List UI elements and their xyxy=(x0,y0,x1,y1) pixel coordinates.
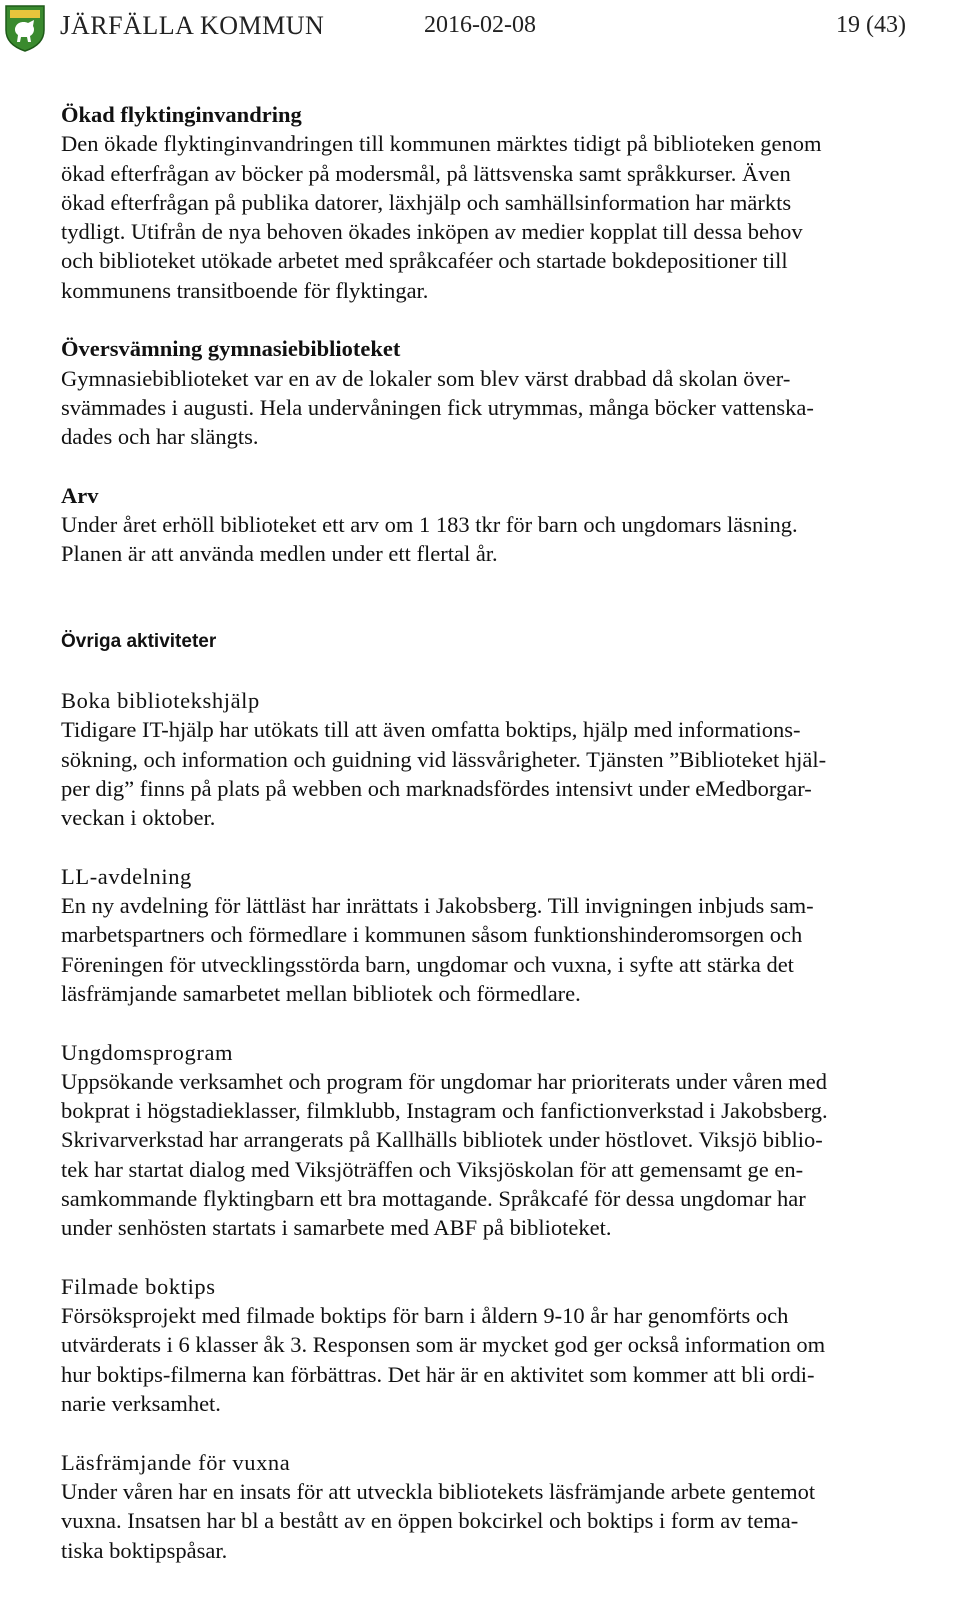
paragraph-line: hur boktips-filmerna kan förbättras. Det här är en aktivitet som kommer att bli ordi- xyxy=(61,1361,815,1387)
page-header xyxy=(0,0,960,60)
paragraph-line: läsfrämjande samarbetet mellan bibliotek och förmedlare. xyxy=(61,980,581,1006)
paragraph-line: svämmades i augusti. Hela undervåningen fick utrymmas, många böcker vattenska- xyxy=(61,394,814,420)
paragraph-line: Skrivarverkstad har arrangerats på Kallhälls bibliotek under höstlovet. Viksjö biblio- xyxy=(61,1127,823,1153)
paragraph-line: vuxna. Insatsen har bl a bestått av en öppen bokcirkel och boktips i form av tema- xyxy=(61,1508,799,1534)
municipality-name xyxy=(60,10,324,41)
activity-title: Boka bibliotekshjälp xyxy=(61,687,260,713)
section-heading: Översvämning gymnasiebiblioteket xyxy=(61,336,401,362)
paragraph-line: och biblioteket utökade arbetet med språkcaféer och startade bokdepositioner till xyxy=(61,248,788,274)
document-date: 2016-02-08 xyxy=(424,12,536,38)
paragraph-line: Under våren har en insats för att utveckla bibliotekets läsfrämjande arbete gentemot xyxy=(61,1478,816,1504)
paragraph-line: ökad efterfrågan av böcker på modersmål, på lättsvenska samt språkkurser. Även xyxy=(61,160,791,186)
paragraph-line: tiska boktipspåsar. xyxy=(61,1537,228,1563)
paragraph-line: Tidigare IT-hjälp har utökats till att även omfatta boktips, hjälp med informations- xyxy=(61,717,801,743)
paragraph-line: under senhösten startats i samarbete med ABF på biblioteket. xyxy=(61,1215,612,1241)
activity-title: Läsfrämjande för vuxna xyxy=(61,1449,291,1475)
coat-of-arms-logo xyxy=(4,4,46,52)
paragraph-line: Försöksprojekt med filmade boktips för barn i åldern 9-10 år har genomförts och xyxy=(61,1303,789,1329)
activity-title: LL-avdelning xyxy=(61,863,192,889)
paragraph-line: tydligt. Utifrån de nya behoven ökades inköpen av medier kopplat till dessa behov xyxy=(61,219,803,245)
section-heading: Arv xyxy=(61,482,99,508)
paragraph-line: narie verksamhet. xyxy=(61,1391,221,1417)
paragraph-line: Föreningen för utvecklingsstörda barn, ungdomar och vuxna, i syfte att stärka det xyxy=(61,951,794,977)
paragraph-line: utvärderats i 6 klasser åk 3. Responsen som är mycket god ger också information om xyxy=(61,1332,826,1358)
paragraph-line: Under året erhöll biblioteket ett arv om 1 183 tkr för barn och ungdomars läsning. xyxy=(61,512,798,538)
activity-title: Ungdomsprogram xyxy=(61,1039,234,1065)
section-heading: Ökad flyktinginvandring xyxy=(61,102,302,127)
paragraph-line: veckan i oktober. xyxy=(61,805,216,831)
paragraph-line: Gymnasiebiblioteket var en av de lokaler som blev värst drabbad då skolan över- xyxy=(61,365,791,391)
paragraph-line: Uppsökande verksamhet och program för ungdomar har prioriterats under våren med xyxy=(61,1068,827,1094)
ovriga-heading: Övriga aktiviteter xyxy=(61,631,217,653)
paragraph-line: samkommande flyktingbarn ett bra mottagande. Språkcafé för dessa ungdomar har xyxy=(61,1185,806,1211)
paragraph-line: ökad efterfrågan på publika datorer, läxhjälp och samhällsinformation har märkts xyxy=(61,189,792,215)
document-body xyxy=(61,100,941,1565)
paragraph-line: per dig” finns på plats på webben och marknadsfördes intensivt under eMedborgar- xyxy=(61,775,812,801)
brand-rest: ÄRFÄLLA KOMMUN xyxy=(71,11,325,40)
paragraph-line: En ny avdelning för lättläst har inrättats i Jakobsberg. Till invigningen inbjuds sam- xyxy=(61,893,814,919)
activity-title: Filmade boktips xyxy=(61,1273,216,1299)
paragraph-line: sökning, och information och guidning vid lässvårigheter. Tjänsten ”Biblioteket hjäl- xyxy=(61,746,827,772)
paragraph-line: Planen är att använda medlen under ett flertal år. xyxy=(61,541,498,567)
brand-initial: J xyxy=(60,10,72,40)
paragraph-line: kommunens transitboende för flyktingar. xyxy=(61,277,429,303)
paragraph-line: dades och har slängts. xyxy=(61,424,259,450)
paragraph-line: marbetspartners och förmedlare i kommunen såsom funktionshinderomsorgen och xyxy=(61,922,803,948)
paragraph-line: bokprat i högstadieklasser, filmklubb, Instagram och fanfictionverkstad i Jakobsberg. xyxy=(61,1098,828,1124)
paragraph-line: Den ökade flyktinginvandringen till kommunen märktes tidigt på biblioteken genom xyxy=(61,131,822,157)
page-number: 19 (43) xyxy=(836,12,906,38)
paragraph-line: tek har startat dialog med Viksjöträffen och Viksjöskolan för att gemensamt ge en- xyxy=(61,1156,804,1182)
